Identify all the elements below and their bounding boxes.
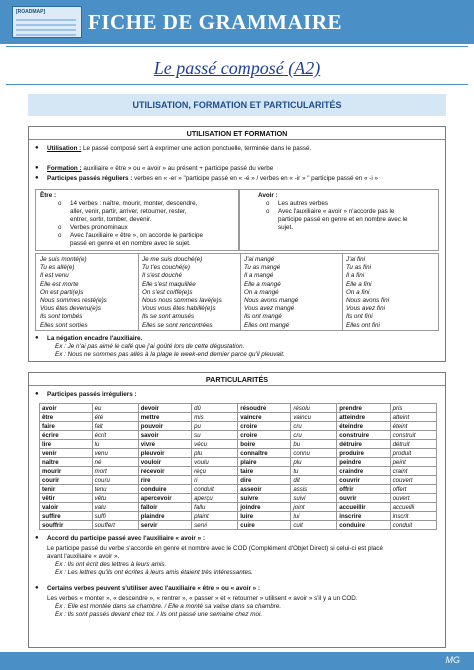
conjugation-line: Je suis monté(e) <box>40 256 87 263</box>
participle-cell: produit <box>390 449 436 458</box>
infinitive-cell: venir <box>40 449 93 458</box>
section-banner: UTILISATION, FORMATION ET PARTICULARITÉS <box>28 94 446 116</box>
table-row <box>40 476 437 485</box>
participle-cell: voulu <box>192 458 238 467</box>
infinitive-cell: prendre <box>337 404 390 413</box>
infinitive-cell: mettre <box>138 413 191 422</box>
participle-cell: peint <box>390 458 436 467</box>
infinitive-cell: cuire <box>238 521 291 530</box>
conjugation-line: Tu as fini <box>346 264 372 272</box>
etre-item: passé en genre et en nombre avec le sujet. <box>70 240 191 247</box>
conjugation-line: Elle a fini <box>346 280 372 288</box>
bullet-icon: ● <box>35 335 39 341</box>
participle-cell: plu <box>291 458 337 467</box>
conjugation-line: Vous avez mangé <box>244 305 295 313</box>
conjugation-line: Ils ont mangé <box>244 313 282 321</box>
table-row <box>40 440 437 449</box>
infinitive-cell: être <box>40 413 93 422</box>
participle-cell: atteint <box>390 413 436 422</box>
accord-example: Ex : Les lettres qu'ils ont écrites à leurs amis étaient très intéressantes. <box>55 569 253 576</box>
conjugation-line: Elle est morte <box>40 280 79 288</box>
conjugation-line: Elles sont sorties <box>40 321 88 329</box>
conjugation-line: Elle s'est maquillée <box>142 280 196 288</box>
etre-box <box>35 189 239 251</box>
participle-cell: vaincu <box>291 413 337 422</box>
table-row <box>40 422 437 431</box>
conjugation-line: Nous sommes resté(e)s <box>40 297 107 304</box>
table-row <box>40 503 437 512</box>
conjugation-line: Ils se sont amusés <box>142 313 195 321</box>
conjugation-line: Nous nous sommes lavé(e)s <box>142 297 222 304</box>
infinitive-cell: taire <box>238 467 291 476</box>
utilisation-formation-section <box>28 126 446 362</box>
table-row <box>40 485 437 494</box>
etre-item: entrer, sortir, tomber, devenir. <box>70 216 152 223</box>
logo-line <box>16 34 76 36</box>
logo-line <box>16 24 76 26</box>
etre-item: Verbes pronominaux <box>70 224 128 231</box>
participle-cell: accueilli <box>390 503 436 512</box>
table-row <box>40 512 437 521</box>
participle-cell: pu <box>192 422 238 431</box>
participle-cell: suivi <box>291 494 337 503</box>
infinitive-cell: plaindre <box>138 512 191 521</box>
infinitive-cell: naître <box>40 458 93 467</box>
infinitive-cell: plaire <box>238 458 291 467</box>
infinitive-cell: souffrir <box>40 521 93 530</box>
etre-title: Être : <box>40 192 57 199</box>
table-row <box>40 413 437 422</box>
irregular-label: Participes passés irréguliers : <box>47 391 137 398</box>
participle-cell: venu <box>92 449 138 458</box>
avoir-box <box>239 189 439 251</box>
conjugation-line: J'ai fini <box>346 256 366 263</box>
table-row <box>40 449 437 458</box>
infinitive-cell: servir <box>138 521 191 530</box>
conjugation-line: Tu t'es couché(e) <box>142 264 190 272</box>
irregular-verbs-table <box>39 403 437 530</box>
infinitive-cell: pleuvoir <box>138 449 191 458</box>
conjugation-line: Nous avons fini <box>346 297 390 304</box>
participle-cell: ouvert <box>390 494 436 503</box>
accord-text: avant l'auxiliaire « avoir ». <box>47 553 120 560</box>
participle-cell: été <box>92 413 138 422</box>
conjugation-line: Elles ont fini <box>346 321 380 329</box>
circle-bullet-icon: o <box>58 232 62 239</box>
avoir-item: Avec l'auxiliaire « avoir » n'accorde pas le <box>278 208 395 215</box>
column-divider <box>342 254 343 330</box>
circle-bullet-icon: o <box>58 224 62 231</box>
participle-cell: dit <box>291 476 337 485</box>
participle-cell: mis <box>192 413 238 422</box>
participle-cell: servi <box>192 521 238 530</box>
table-row <box>40 467 437 476</box>
conjugation-line: J'ai mangé <box>244 256 275 263</box>
infinitive-cell: luire <box>238 512 291 521</box>
participle-cell: eu <box>92 404 138 413</box>
participle-cell: plaint <box>192 512 238 521</box>
infinitive-cell: devoir <box>138 404 191 413</box>
bullet-icon: ● <box>35 165 39 171</box>
participle-cell: ri <box>192 476 238 485</box>
etre-item: Avec l'auxiliaire « être », on accorde le participe <box>70 232 204 239</box>
infinitive-cell: joindre <box>238 503 291 512</box>
avoir-title: Avoir : <box>258 192 278 199</box>
accord-example: Ex : Ils ont écrit des lettres à leurs amis. <box>55 561 167 568</box>
infinitive-cell: inscrire <box>337 512 390 521</box>
certains-title: Certains verbes peuvent s'utiliser avec l'auxiliaire « être » ou « avoir » : <box>47 585 260 592</box>
conjugation-line: On a fini <box>346 288 370 296</box>
certains-example: Ex : Ils sont passés devant chez toi. / Ils ont passé une semaine chez moi. <box>55 611 263 618</box>
participle-cell: éteint <box>390 422 436 431</box>
participle-cell: fait <box>92 422 138 431</box>
participle-cell: vêtu <box>92 494 138 503</box>
infinitive-cell: vaincre <box>238 413 291 422</box>
participle-cell: lu <box>92 440 138 449</box>
table-row <box>40 521 437 530</box>
infinitive-cell: ouvrir <box>337 494 390 503</box>
infinitive-cell: produire <box>337 449 390 458</box>
negation-example: Ex : Nous ne sommes pas allés à la plage le week-end dernier parce qu'il pleuvait. <box>55 351 285 358</box>
conjugation-line: Ils sont tombés <box>40 313 83 321</box>
infinitive-cell: vouloir <box>138 458 191 467</box>
participle-cell: reçu <box>192 467 238 476</box>
infinitive-cell: rire <box>138 476 191 485</box>
conjugation-line: Vous êtes devenu(e)s <box>40 305 102 313</box>
conjugation-line: Vous avez fini <box>346 305 385 313</box>
author-initials: MG <box>445 655 460 665</box>
infinitive-cell: connaître <box>238 449 291 458</box>
infinitive-cell: conduire <box>138 485 191 494</box>
circle-bullet-icon: o <box>266 208 270 215</box>
participle-cell: dû <box>192 404 238 413</box>
avoir-item: participe passé en genre et en nombre avec le <box>278 216 408 223</box>
conjugation-line: Nous avons mangé <box>244 297 299 304</box>
infinitive-cell: craindre <box>337 467 390 476</box>
infinitive-cell: écrire <box>40 431 93 440</box>
table-row <box>40 458 437 467</box>
conjugation-line: Elle a mangé <box>244 280 281 288</box>
participle-cell: détruit <box>390 440 436 449</box>
conjugation-line: Vous vous êtes habillé(e)s <box>142 305 216 313</box>
participle-cell: fallu <box>192 503 238 512</box>
infinitive-cell: tenir <box>40 485 93 494</box>
participle-cell: conduit <box>192 485 238 494</box>
participle-cell: assis <box>291 485 337 494</box>
participle-cell: suffi <box>92 512 138 521</box>
infinitive-cell: savoir <box>138 431 191 440</box>
conjugation-line: Il a fini <box>346 272 365 280</box>
conjugation-line: On a mangé <box>244 288 279 296</box>
infinitive-cell: faire <box>40 422 93 431</box>
infinitive-cell: courir <box>40 476 93 485</box>
participle-cell: su <box>192 431 238 440</box>
bullet-icon: ● <box>35 535 39 541</box>
participle-cell: mort <box>92 467 138 476</box>
header-title: FICHE DE GRAMMAIRE <box>88 10 342 34</box>
infinitive-cell: lire <box>40 440 93 449</box>
table-row <box>40 431 437 440</box>
infinitive-cell: falloir <box>138 503 191 512</box>
infinitive-cell: avoir <box>40 404 93 413</box>
utilisation-text: Le passé composé sert à exprimer une action ponctuelle, terminée dans le passé. <box>83 145 312 152</box>
participle-cell: joint <box>291 503 337 512</box>
table-row <box>40 404 437 413</box>
participes-label: Participes passés réguliers : <box>47 175 133 182</box>
conjugation-line: Tu es allé(e) <box>40 264 75 272</box>
participle-cell: aperçu <box>192 494 238 503</box>
conjugation-line: On s'est coiffé(e)s <box>142 288 193 296</box>
divider <box>6 46 468 47</box>
logo-line <box>16 29 76 31</box>
avoir-item: sujet. <box>278 224 294 231</box>
participle-cell: couru <box>92 476 138 485</box>
participle-cell: construit <box>390 431 436 440</box>
bullet-icon: ● <box>35 145 39 151</box>
formation-label: Formation : <box>47 165 82 172</box>
infinitive-cell: éteindre <box>337 422 390 431</box>
infinitive-cell: boire <box>238 440 291 449</box>
infinitive-cell: valoir <box>40 503 93 512</box>
infinitive-cell: dire <box>238 476 291 485</box>
certains-example: Ex : Elle est montée dans sa chambre. / Elle a monté sa valise dans sa chambre. <box>55 603 282 610</box>
infinitive-cell: croire <box>238 422 291 431</box>
conjugation-line: Il est venu <box>40 272 69 280</box>
infinitive-cell: détruire <box>337 440 390 449</box>
page-title: Le passé composé (A2) <box>153 58 321 78</box>
circle-bullet-icon: o <box>58 200 62 207</box>
participle-cell: craint <box>390 467 436 476</box>
etre-item: 14 verbes : naître, mourir, monter, descendre, <box>70 200 198 207</box>
bullet-icon: ● <box>35 175 39 181</box>
participle-cell: écrit <box>92 431 138 440</box>
conjugation-line: Il a mangé <box>244 272 274 280</box>
document-logo <box>12 6 82 38</box>
participle-cell: bu <box>291 440 337 449</box>
participle-cell: cuit <box>291 521 337 530</box>
participle-cell: pris <box>390 404 436 413</box>
participle-cell: offert <box>390 485 436 494</box>
conjugation-line: Elles se sont rencontrées <box>142 321 213 329</box>
etre-item: aller, venir, partir, arriver, retourner, rester, <box>70 208 187 215</box>
infinitive-cell: atteindre <box>337 413 390 422</box>
column-divider <box>240 254 241 330</box>
infinitive-cell: asseoir <box>238 485 291 494</box>
utilisation-line <box>47 145 311 153</box>
participle-cell: plu <box>192 449 238 458</box>
negation-example: Ex : Je n'ai pas aimé le café que j'ai goûté lors de cette dégustation. <box>55 343 245 350</box>
participle-cell: conduit <box>390 521 436 530</box>
infinitive-cell: vêtir <box>40 494 93 503</box>
infinitive-cell: suffire <box>40 512 93 521</box>
participes-text: verbes en « -er » "participe passé en « -é » / verbes en « -ir » " participe passé en « -i » <box>134 175 379 182</box>
bullet-icon: ● <box>35 391 39 397</box>
infinitive-cell: vivre <box>138 440 191 449</box>
infinitive-cell: offrir <box>337 485 390 494</box>
divider <box>6 84 468 85</box>
column-divider <box>138 254 139 330</box>
circle-bullet-icon: o <box>266 200 270 207</box>
conjugation-line: Je me suis douché(e) <box>142 256 203 263</box>
participle-cell: tenu <box>92 485 138 494</box>
formation-line <box>47 165 273 173</box>
accord-title: Accord du participe passé avec l'auxiliaire « avoir » : <box>47 535 205 542</box>
infinitive-cell: recevoir <box>138 467 191 476</box>
participle-cell: cru <box>291 422 337 431</box>
infinitive-cell: croire <box>238 431 291 440</box>
participle-cell: cru <box>291 431 337 440</box>
particularites-section <box>28 372 446 648</box>
footer-bar <box>0 652 474 670</box>
section-title: PARTICULARITÉS <box>29 373 445 386</box>
participle-cell: connu <box>291 449 337 458</box>
participle-cell: souffert <box>92 521 138 530</box>
infinitive-cell: mourir <box>40 467 93 476</box>
logo-line <box>16 19 76 21</box>
section-title: UTILISATION ET FORMATION <box>29 127 445 140</box>
participle-cell: lui <box>291 512 337 521</box>
infinitive-cell: construire <box>337 431 390 440</box>
participes-line <box>47 175 378 183</box>
participle-cell: résolu <box>291 404 337 413</box>
infinitive-cell: apercevoir <box>138 494 191 503</box>
participle-cell: né <box>92 458 138 467</box>
formation-text: auxiliaire « être » ou « avoir » au présent + participe passé du verbe <box>83 165 274 172</box>
header-bar <box>0 0 474 44</box>
conjugation-line: Il s'est douché <box>142 272 183 280</box>
conjugation-line: Tu as mangé <box>244 264 281 272</box>
infinitive-cell: résoudre <box>238 404 291 413</box>
participle-cell: vécu <box>192 440 238 449</box>
conjugation-line: On est parti(e)s <box>40 288 84 296</box>
accord-text: Le participe passé du verbe s'accorde en genre et nombre avec le COD (Complément d'Objet Direct) si celui-ci est placé <box>47 545 383 552</box>
infinitive-cell: accueillir <box>337 503 390 512</box>
infinitive-cell: conduire <box>337 521 390 530</box>
conjugation-line: Elles ont mangé <box>244 321 290 329</box>
participle-cell: couvert <box>390 476 436 485</box>
negation-title: La négation encadre l'auxiliaire. <box>47 335 143 342</box>
conjugation-line: Ils ont fini <box>346 313 373 321</box>
infinitive-cell: pouvoir <box>138 422 191 431</box>
infinitive-cell: suivre <box>238 494 291 503</box>
avoir-item: Les autres verbes <box>278 200 329 207</box>
participle-cell: valu <box>92 503 138 512</box>
participle-cell: tu <box>291 467 337 476</box>
infinitive-cell: couvrir <box>337 476 390 485</box>
certains-text: Les verbes « monter », « descendre », « rentrer », « passer » et « retourner » utilisent « avoir » s'il y a un COD. <box>47 595 358 602</box>
logo-text: [ROADMAP] <box>16 9 46 15</box>
infinitive-cell: peindre <box>337 458 390 467</box>
utilisation-label: Utilisation : <box>47 145 82 152</box>
bullet-icon: ● <box>35 585 39 591</box>
participle-cell: inscrit <box>390 512 436 521</box>
table-row <box>40 494 437 503</box>
conjugation-examples <box>35 253 439 331</box>
